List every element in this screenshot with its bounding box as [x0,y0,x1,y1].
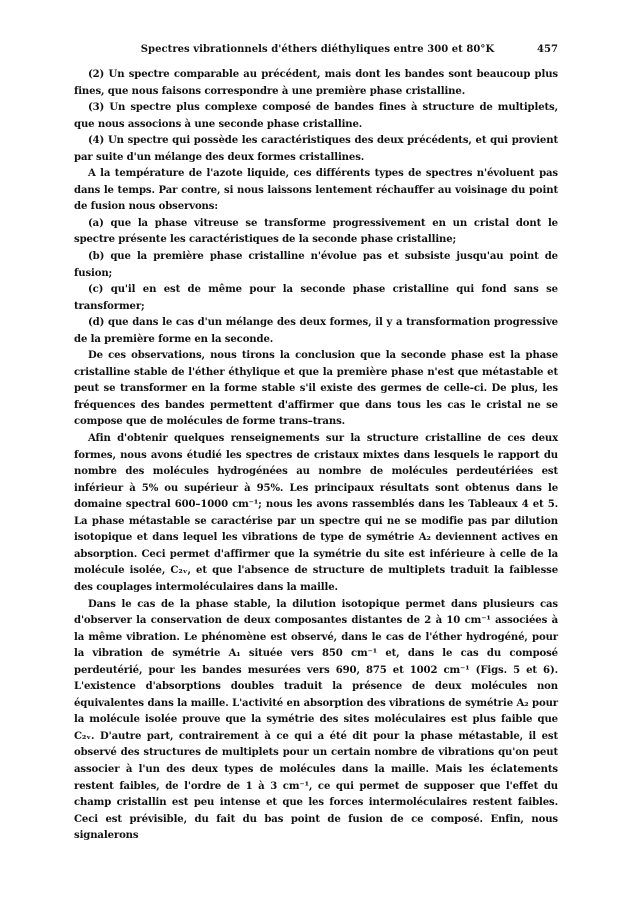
running-header [74,44,558,55]
paragraph-observation-d: (d) que dans le cas d'un mélange des deux formes, il y a transformation progressive de la première forme en la seconde. [74,317,558,345]
paragraph-observation-c: (c) qu'il en est de même pour la seconde phase cristalline qui fond sans se transformer; [74,284,558,312]
page-number: 457 [536,44,558,55]
running-title: Spectres vibrationnels d'éthers diéthyliques entre 300 et 80°K [140,44,495,55]
paragraph-spectrum-2: (2) Un spectre comparable au précédent, mais dont les bandes sont beaucoup plus fines, que nous faisons correspondre à une première phase cristalline. [74,69,558,97]
paragraph-spectrum-3: (3) Un spectre plus complexe composé de bandes fines à structure de multiplets, que nous associons à une seconde phase cristalline. [74,102,558,130]
article-body [74,67,558,845]
paragraph-observation-a: (a) que la phase vitreuse se transforme progressivement en un cristal dont le spectre présente les caractéristiques de la seconde phase cristalline; [74,217,558,246]
paragraph-conclusion: De ces observations, nous tirons la conclusion que la seconde phase est la phase cristalline stable de l'éther éthylique et que la première phase n'est que métastable et peut se transformer en la forme stable s'il existe des germes de celle-ci. De plus, les fréquences des bandes permettent d'affirmer que dans tous les cas le cristal ne se compose que de molécules de forme trans–trans. [74,350,558,428]
paragraph-liquid-nitrogen: A la température de l'azote liquide, ces différents types de spectres n'évoluent pas dans le temps. Par contre, si nous laissons lentement réchauffer au voisinage du point de fusion nous observons: [74,168,558,213]
paragraph-spectrum-4: (4) Un spectre qui possède les caractéristiques des deux précédents, et qui provient par suite d'un mélange des deux formes cristallines. [74,135,558,163]
page [74,44,558,845]
paragraph-stable-phase: Dans le cas de la phase stable, la dilution isotopique permet dans plusieurs cas d'observer la conservation de deux composantes distantes de 2 à 10 cm⁻¹ associées à la même vibration. Le phénomène est observé, dans le cas de l'éther hydrogéné, pour la vibration de symétrie A₁ située vers 850 cm⁻¹ et, dans le cas du composé perdeutérié, pour les bandes mesurées vers 690, 875 et 1002 cm⁻¹ (Figs. 5 et 6). L'existence d'absorptions doubles traduit la présence de deux molécules non équivalentes dans la maille. L'activité en absorption des vibrations de symétrie A₂ pour la molécule isolée prouve que la symétrie des sites moléculaires est plus faible que C₂ᵥ. D'autre part, contrairement à ce qui a été dit pour la phase métastable, il est observé des structures de multiplets pour un certain nombre de vibrations qu'on peut associer à l'un des deux types de molécules dans la maille. Mais les éclatements restent faibles, de l'ordre de 1 à 3 cm⁻¹, ce qui permet de supposer que l'effet du champ cristallin est peu intense et que les forces intermoléculaires restent faibles. Ceci est prévisible, du fait du bas point de fusion de ce composé. Enfin, nous signalerons [74,598,558,842]
paragraph-observation-b: (b) que la première phase cristalline n'évolue pas et subsiste jusqu'au point de fusion; [74,251,558,279]
paragraph-mixed-crystals: Afin d'obtenir quelques renseignements sur la structure cristalline de ces deux formes, nous avons étudié les spectres de cristaux mixtes dans lesquels le rapport du nombre des molécules hydrogénées au nombre de molécules perdeutériées est inférieur à 5% ou supérieur à 95%. Les principaux résultats sont obtenus dans le domaine spectral 600–1000 cm⁻¹; nous les avons rassemblés dans les Tableaux 4 et 5. La phase métastable se caractérise par un spectre qui ne se modifie pas par dilution isotopique et dans lequel les vibrations de type de symétrie A₂ deviennent actives en absorption. Ceci permet d'affirmer que la symétrie du site est inférieure à celle de la molécule isolée, C₂ᵥ, et que l'absence de structure de multiplets traduit la faiblesse des couplages intermoléculaires dans la maille. [74,433,558,593]
